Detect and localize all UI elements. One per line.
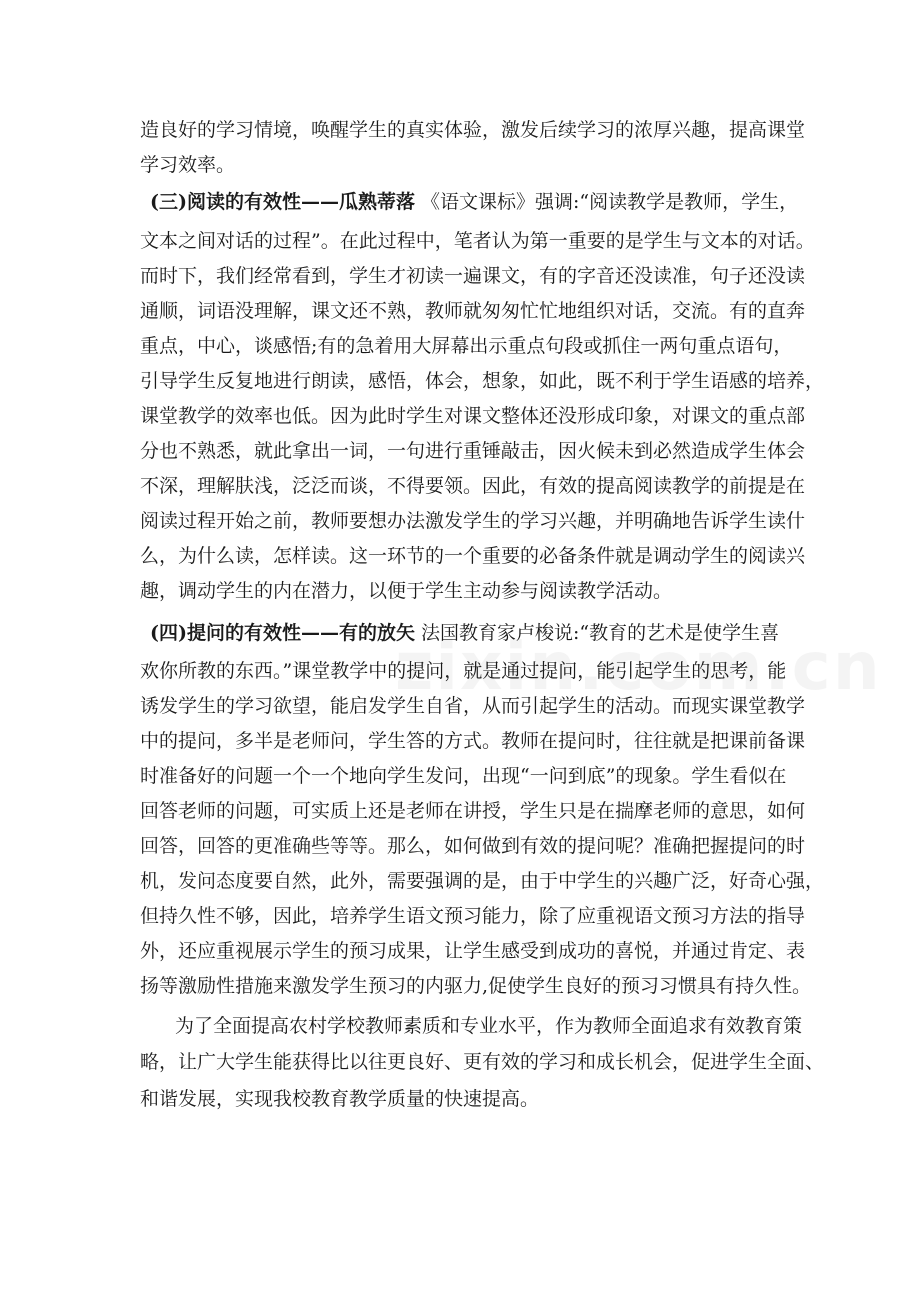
section-four-line-2: 诱发学生的学习欲望，能启发学生自省，从而引起学生的活动。而现实课堂教学 bbox=[140, 695, 806, 717]
conclusion-line-3: 和谐发展，实现我校教育教学质量的快速提高。 bbox=[140, 1088, 540, 1110]
section-three-heading: (三)阅读的有效性——瓜熟蒂落 bbox=[150, 191, 415, 213]
conclusion-line-1: 为了全面提高农村学校教师素质和专业水平，作为教师全面追求有效教育策 bbox=[175, 1015, 803, 1037]
section-four-heading: (四)提问的有效性——有的放矢 bbox=[150, 622, 415, 644]
section-four-line-5: 回答老师的问题，可实质上还是老师在讲授，学生只是在揣摩老师的意思，如何 bbox=[140, 800, 806, 822]
section-three-lead-text: 《语文课标》强调:“阅读教学是教师，学生， bbox=[414, 191, 799, 213]
section-three-line-4: 重点，中心，谈感悟;有的急着用大屏幕出示重点句段或抓住一两句重点语句， bbox=[140, 335, 793, 357]
section-four-line-7: 机，发问态度要自然，此外，需要强调的是，由于中学生的兴趣广泛，好奇心强， bbox=[140, 870, 825, 892]
section-three-line-5: 引导学生反复地进行朗读，感悟，体会，想象，如此，既不利于学生语感的培养， bbox=[140, 370, 825, 392]
intro-line-2: 学习效率。 bbox=[140, 154, 236, 176]
section-four-line-4: 时准备好的问题一个一个地向学生发问，出现“一问到底”的现象。学生看似在 bbox=[140, 765, 787, 787]
section-three-line-2: 而时下，我们经常看到，学生才初读一遍课文，有的字音还没读准，句子还没读 bbox=[140, 265, 806, 287]
section-three-line-8: 不深，理解肤浅，泛泛而谈，不得要领。因此，有效的提高阅读教学的前提是在 bbox=[140, 475, 806, 497]
section-four-line-3: 中的提问，多半是老师问，学生答的方式。教师在提问时，往往就是把课前备课 bbox=[140, 730, 806, 752]
section-four-line-10: 扬等激励性措施来激发学生预习的内驱力,促使学生良好的预习习惯具有持久性。 bbox=[140, 975, 812, 997]
intro-line-1: 造良好的学习情境，唤醒学生的真实体验，激发后续学习的浓厚兴趣，提高课堂 bbox=[140, 119, 806, 141]
section-four-line-9: 外，还应重视展示学生的预习成果，让学生感受到成功的喜悦，并通过肯定、表 bbox=[140, 940, 806, 962]
section-three-first-line bbox=[150, 190, 798, 214]
section-three-line-9: 阅读过程开始之前，教师要想办法激发学生的学习兴趣，并明确地告诉学生读什 bbox=[140, 510, 806, 532]
section-three-line-3: 通顺，词语没理解，课文还不熟，教师就匆匆忙忙地组织对话，交流。有的直奔 bbox=[140, 300, 806, 322]
section-four-line-6: 回答，回答的更准确些等等。那么，如何做到有效的提问呢？准确把握提问的时 bbox=[140, 835, 806, 857]
section-three-line-10: 么，为什么读，怎样读。这一环节的一个重要的必备条件就是调动学生的阅读兴 bbox=[140, 545, 806, 567]
section-four-line-8: 但持久性不够，因此，培养学生语文预习能力，除了应重视语文预习方法的指导 bbox=[140, 905, 806, 927]
section-three-line-7: 分也不熟悉，就此拿出一词，一句进行重锤敲击，因火候未到必然造成学生体会 bbox=[140, 440, 806, 462]
conclusion-line-2: 略，让广大学生能获得比以往更良好、更有效的学习和成长机会，促进学生全面、 bbox=[140, 1051, 825, 1073]
section-three-line-6: 课堂教学的效率也低。因为此时学生对课文整体还没形成印象，对课文的重点部 bbox=[140, 405, 806, 427]
section-three-line-1: 文本之间对话的过程”。在此过程中，笔者认为第一重要的是学生与文本的对话。 bbox=[140, 230, 815, 252]
section-four-line-1: 欢你所教的东西。”课堂教学中的提问，就是通过提问，能引起学生的思考，能 bbox=[140, 660, 787, 682]
section-four-lead-text: 法国教育家卢梭说:“教育的艺术是使学生喜 bbox=[414, 622, 780, 644]
section-four-first-line bbox=[150, 621, 779, 645]
section-three-line-11: 趣，调动学生的内在潜力，以便于学生主动参与阅读教学活动。 bbox=[140, 580, 673, 602]
